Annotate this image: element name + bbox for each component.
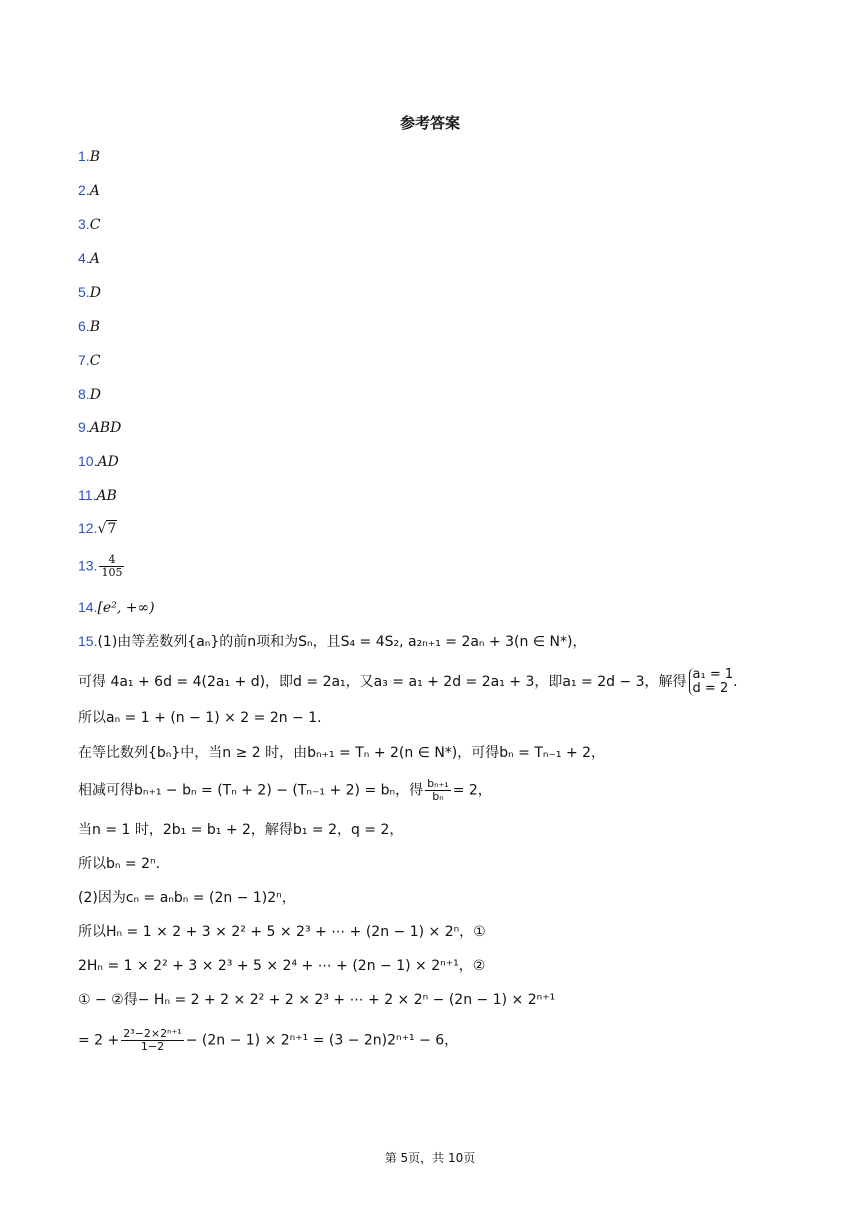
answer-value: D <box>89 285 101 301</box>
answer-value: D <box>89 387 101 403</box>
answer-14 <box>78 597 155 618</box>
answer-number: 7. <box>78 352 90 368</box>
answer-3 <box>78 214 100 235</box>
answer-value: A <box>89 183 100 199</box>
answer-number: 9. <box>78 419 90 435</box>
answer-8 <box>78 384 101 405</box>
sqrt-sign: √ <box>97 521 107 537</box>
answer-number: 15. <box>78 633 98 649</box>
answer-12 <box>78 518 117 539</box>
answer-value: 7 <box>107 521 117 537</box>
fraction-denominator: 1−2 <box>140 1040 165 1053</box>
page-footer: 第 5页，共 10页 <box>384 1151 476 1165</box>
system-eq-1: a₁ = 1 <box>692 667 734 682</box>
answer-6 <box>78 316 100 337</box>
solution-15-line-11: ① − ②得− Hₙ = 2 + 2 × 2² + 2 × 2³ + ⋯ + 2 × 2ⁿ − (2n − 1) × 2ⁿ⁺¹ <box>78 992 556 1008</box>
answer-number: 10. <box>78 453 98 469</box>
answer-value: B <box>89 319 100 335</box>
answer-13 <box>78 554 126 579</box>
answer-number: 11. <box>78 487 97 503</box>
answer-7 <box>78 350 100 371</box>
solution-text: 相减可得bₙ₊₁ − bₙ = (Tₙ + 2) − (Tₙ₋₁ + 2) = bₙ，得 <box>78 782 424 799</box>
solution-text: (1)由等差数列{aₙ}的前n项和为Sₙ，且S₄ = 4S₂, a₂ₙ₊₁ = 2aₙ + 3(n ∈ N*)， <box>97 634 587 650</box>
solution-15-line-10: 2Hₙ = 1 × 2² + 3 × 2³ + 5 × 2⁴ + ⋯ + (2n − 1) × 2ⁿ⁺¹，② <box>78 958 486 974</box>
answer-number: 6. <box>78 318 90 334</box>
answer-value: C <box>89 217 101 233</box>
solution-15-line-1 <box>78 631 586 652</box>
sum-fraction <box>121 1028 183 1053</box>
answer-number: 14. <box>78 599 98 615</box>
solution-15-line-7: 所以bₙ = 2ⁿ. <box>78 856 161 872</box>
solution-text: 可得 4a₁ + 6d = 4(2a₁ + d)，即d = 2a₁，又a₃ = a₁ + 2d = 2a₁ + 3，即a₁ = 2d − 3，解得 <box>78 674 687 690</box>
answer-number: 1. <box>78 148 90 164</box>
solution-text: − (2n − 1) × 2ⁿ⁺¹ = (3 − 2n)2ⁿ⁺¹ − 6， <box>185 1032 459 1049</box>
fraction-numerator: bₙ₊₁ <box>427 777 449 790</box>
solution-15-line-4: 在等比数列{bₙ}中，当n ≥ 2 时，由bₙ₊₁ = Tₙ + 2(n ∈ N*)，可得bₙ = Tₙ₋₁ + 2， <box>78 745 606 761</box>
page-title: 参考答案 <box>399 114 460 132</box>
fraction-numerator: 4 <box>99 554 124 567</box>
answer-9 <box>78 417 121 438</box>
solution-15-line-3: 所以aₙ = 1 + (n − 1) × 2 = 2n − 1. <box>78 710 322 726</box>
solution-text: . <box>733 674 738 690</box>
ratio-fraction <box>425 778 451 803</box>
fraction-denominator: bₙ <box>432 790 444 803</box>
answer-value: C <box>89 353 101 369</box>
answer-4 <box>78 248 100 269</box>
system-eq-2: d = 2 <box>692 681 729 696</box>
fraction-denominator: 105 <box>101 566 123 579</box>
solution-15-line-9: 所以Hₙ = 1 × 2 + 3 × 2² + 5 × 2³ + ⋯ + (2n − 1) × 2ⁿ，① <box>78 924 486 940</box>
answer-value: AB <box>96 488 117 504</box>
answer-5 <box>78 282 101 303</box>
answer-fraction <box>99 554 124 579</box>
answer-number: 5. <box>78 284 90 300</box>
answer-number: 13. <box>78 557 98 574</box>
solution-15-line-12 <box>78 1028 458 1053</box>
answer-10 <box>78 451 119 472</box>
solution-15-line-2 <box>78 668 738 696</box>
fraction-numerator: 2³−2×2ⁿ⁺¹ <box>123 1027 182 1040</box>
solution-15-line-5 <box>78 778 492 803</box>
answer-value: [e², +∞) <box>97 600 155 616</box>
solution-text: = 2 + <box>78 1032 120 1049</box>
answer-11 <box>78 485 117 506</box>
answer-value: AD <box>97 454 119 470</box>
answer-2 <box>78 180 100 201</box>
answer-1 <box>78 146 100 167</box>
solution-15-line-8: (2)因为cₙ = aₙbₙ = (2n − 1)2ⁿ， <box>78 890 296 906</box>
answer-value: B <box>89 149 100 165</box>
answer-number: 3. <box>78 216 90 232</box>
solution-text: = 2， <box>452 782 492 799</box>
answer-number: 12. <box>78 520 98 536</box>
answer-value: ABD <box>89 420 122 436</box>
equation-system <box>689 668 734 696</box>
answer-number: 2. <box>78 182 90 198</box>
answer-value: A <box>89 251 100 267</box>
solution-15-line-6: 当n = 1 时，2b₁ = b₁ + 2，解得b₁ = 2，q = 2， <box>78 822 404 838</box>
answer-number: 4. <box>78 250 90 266</box>
answer-number: 8. <box>78 386 90 402</box>
